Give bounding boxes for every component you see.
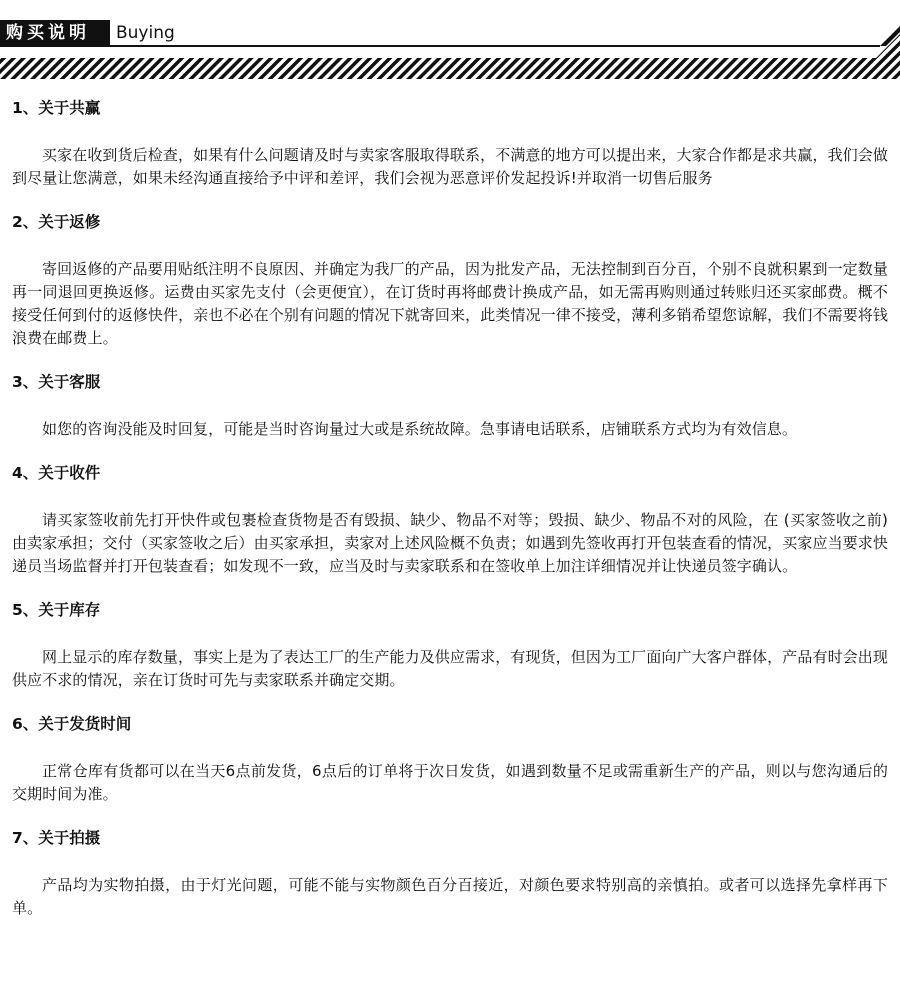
section-shipping-time <box>12 712 888 806</box>
buying-instructions <box>12 96 888 940</box>
header-banner <box>0 0 900 80</box>
page-title: 购买说明 <box>0 20 110 47</box>
section-body: 买家在收到货后检查，如果有什么问题请及时与卖家客服取得联系，不满意的地方可以提出来，大家合作都是求共赢，我们会做到尽量让您满意，如果未经沟通直接给予中评和差评，我们会视为恶意评价发起投诉!并取消一切售后服务 <box>12 146 888 187</box>
section-title: 5、关于库存 <box>12 601 101 619</box>
page-title-english: Buying <box>116 23 175 43</box>
section-photography <box>12 826 888 920</box>
section-body: 如您的咨询没能及时回复，可能是当时咨询量过大或是系统故障。急事请电话联系，店铺联系方式均为有效信息。 <box>42 420 798 438</box>
section-body: 正常仓库有货都可以在当天6点前发货，6点后的订单将于次日发货，如遇到数量不足或需重新生产的产品，则以与您沟通后的交期时间为准。 <box>12 762 888 803</box>
section-title: 2、关于返修 <box>12 213 101 231</box>
section-customer-service <box>12 370 888 441</box>
section-body: 寄回返修的产品要用贴纸注明不良原因、并确定为我厂的产品，因为批发产品，无法控制到百分百，个别不良就积累到一定数量再一同退回更换返修。运费由买家先支付（会更便宜），在订货时再将邮费计换成产品，如无需再购则通过转账归还买家邮费。概不接受任何到付的返修快件，亲也不必在个别有问题的情况下就寄回来，此类情况一律不接受，薄利多销希望您谅解，我们不需要将钱浪费在邮费上。 <box>12 260 888 347</box>
section-body: 请买家签收前先打开快件或包裹检查货物是否有毁损、缺少、物品不对等；毁损、缺少、物品不对的风险，在 (买家签收之前)由卖家承担；交付（买家签收之后）由买家承担，卖家对上述风险概不负责；如遇到先签收再打开包装查看的情况，买家应当要求快递员当场监督并打开包装查看；如发现不一致，应当及时与卖家联系和在签收单上加注详细情况并让快递员签字确认。 <box>12 511 888 575</box>
section-win-win <box>12 96 888 190</box>
section-title: 3、关于客服 <box>12 373 101 391</box>
section-receiving <box>12 461 888 578</box>
section-repair <box>12 210 888 350</box>
section-title: 4、关于收件 <box>12 464 101 482</box>
section-body: 网上显示的库存数量，事实上是为了表达工厂的生产能力及供应需求，有现货，但因为工厂面向广大客户群体，产品有时会出现供应不求的情况，亲在订货时可先与卖家联系并确定交期。 <box>12 648 888 689</box>
section-body: 产品均为实物拍摄，由于灯光问题，可能不能与实物颜色百分百接近，对颜色要求特别高的亲慎拍。或者可以选择先拿样再下单。 <box>12 876 888 917</box>
section-title: 7、关于拍摄 <box>12 829 101 847</box>
section-inventory <box>12 598 888 692</box>
section-title: 1、关于共赢 <box>12 99 101 117</box>
section-title: 6、关于发货时间 <box>12 715 132 733</box>
